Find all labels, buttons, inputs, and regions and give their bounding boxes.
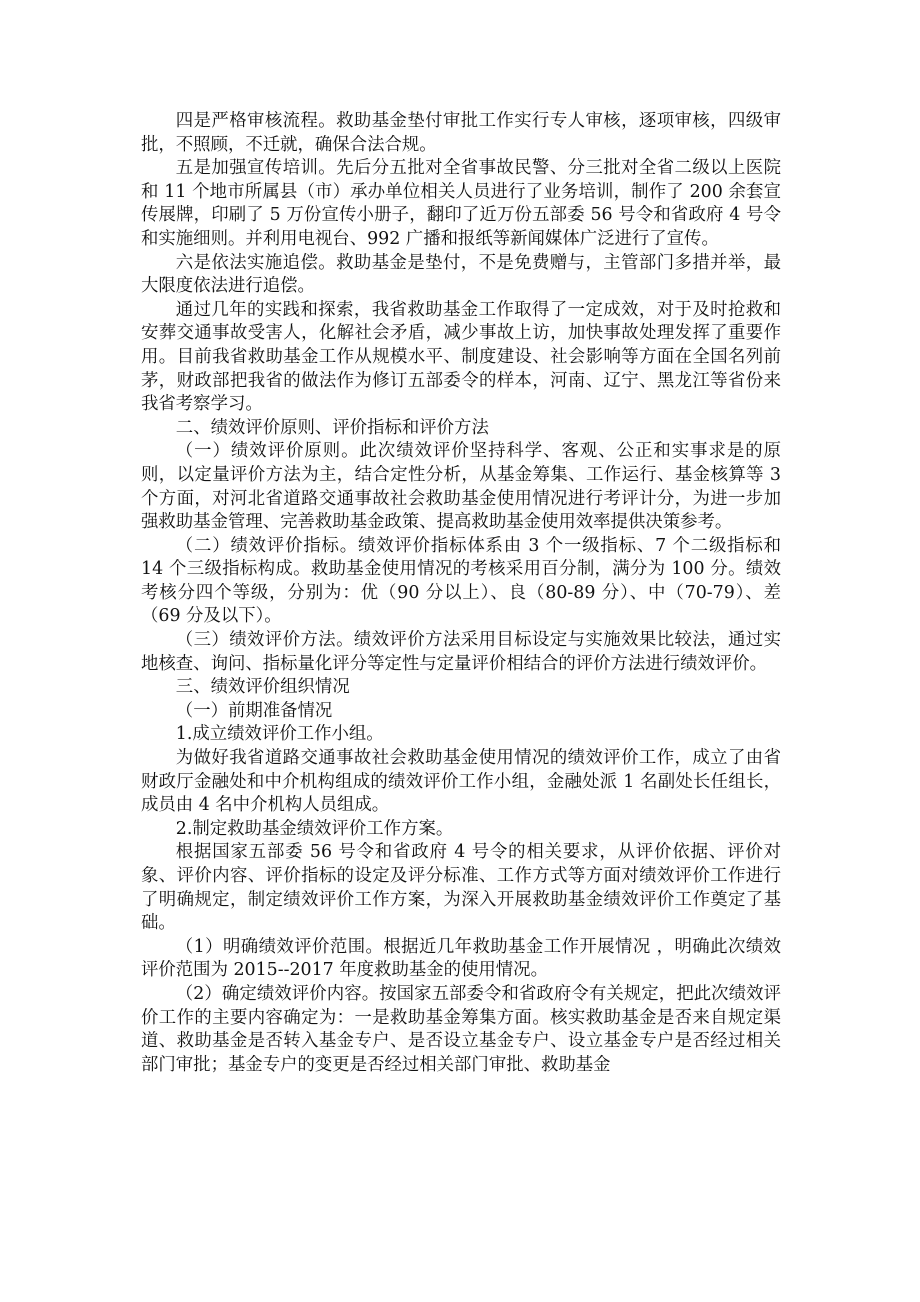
paragraph: 通过几年的实践和探索，我省救助基金工作取得了一定成效，对于及时抢救和安葬交通事故受害人，化解社会矛盾，减少事故上访，加快事故处理发挥了重要作用。目前我省救助基金工作从规模水平、制度建设、社会影响等方面在全国名列前茅，财政部把我省的做法作为修订五部委令的样本，河南、辽宁、黑龙江等省份来我省考察学习。 (141, 299, 781, 415)
item-heading: 1.成立绩效评价工作小组。 (175, 724, 384, 745)
paragraph: （1）明确绩效评价范围。根据近几年救助基金工作开展情况 ，明确此次绩效评价范围为 2015--2017 年度救助基金的使用情况。 (141, 936, 781, 981)
paragraph: 五是加强宣传培训。先后分五批对全省事故民警、分三批对全省二级以上医院和 11 个地市所属县（市）承办单位相关人员进行了业务培训，制作了 200 余套宣传展牌，印刷了 5 万份宣传小册子，翻印了近万份五部委 56 号令和省政府 4 号令和实施细则。并利用电视台、992 广播和报纸等新闻媒体广泛进行了宣传。 (141, 158, 781, 249)
paragraph: （2）确定绩效评价内容。按国家五部委令和省政府令有关规定，把此次绩效评价工作的主要内容确定为：一是救助基金筹集方面。核实救助基金是否来自规定渠道、救助基金是否转入基金专户、是否设立基金专户、设立基金专户是否经过相关部门审批；基金专户的变更是否经过相关部门审批、救助基金 (141, 983, 781, 1075)
paragraph: 六是依法实施追偿。救助基金是垫付，不是免费赠与，主管部门多措并举，最大限度依法进行追偿。 (141, 252, 781, 297)
paragraph: （三）绩效评价方法。绩效评价方法采用目标设定与实施效果比较法，通过实地核查、询问、指标量化评分等定性与定量评价相结合的评价方法进行绩效评价。 (141, 630, 781, 674)
paragraph: 四是严格审核流程。救助基金垫付审批工作实行专人审核，逐项审核，四级审批，不照顾，不迁就，确保合法合规。 (141, 111, 781, 155)
subsection-heading: （一）前期准备情况 (175, 700, 333, 721)
paragraph: （一）绩效评价原则。此次绩效评价坚持科学、客观、公正和实事求是的原则，以定量评价方法为主，结合定性分析，从基金筹集、工作运行、基金核算等 3 个方面，对河北省道路交通事故社会救助基金使用情况进行考评计分，为进一步加强救助基金管理、完善救助基金政策、提高救助基金使用效率提供决策参考。 (141, 441, 781, 533)
paragraph: （二）绩效评价指标。绩效评价指标体系由 3 个一级指标、7 个二级指标和 14 个三级指标构成。救助基金使用情况的考核采用百分制，满分为 100 分。绩效考核分四个等级，分别为：优（90 分以上）、良（80-89 分）、中（70-79）、差（69 分及以下）。 (141, 535, 781, 627)
document-body (141, 110, 781, 1077)
item-heading: 2.制定救助基金绩效评价工作方案。 (175, 818, 454, 839)
section-heading: 二、绩效评价原则、评价指标和评价方法 (175, 417, 489, 438)
paragraph: 为做好我省道路交通事故社会救助基金使用情况的绩效评价工作，成立了由省财政厅金融处和中介机构组成的绩效评价工作小组，金融处派 1 名副处长任组长，成员由 4 名中介机构人员组成。 (141, 748, 781, 816)
paragraph: 根据国家五部委 56 号令和省政府 4 号令的相关要求，从评价依据、评价对象、评价内容、评价指标的设定及评分标准、工作方式等方面对绩效评价工作进行了明确规定，制定绩效评价工作方案，为深入开展救助基金绩效评价工作奠定了基础。 (141, 842, 781, 934)
section-heading: 三、绩效评价组织情况 (175, 677, 350, 698)
